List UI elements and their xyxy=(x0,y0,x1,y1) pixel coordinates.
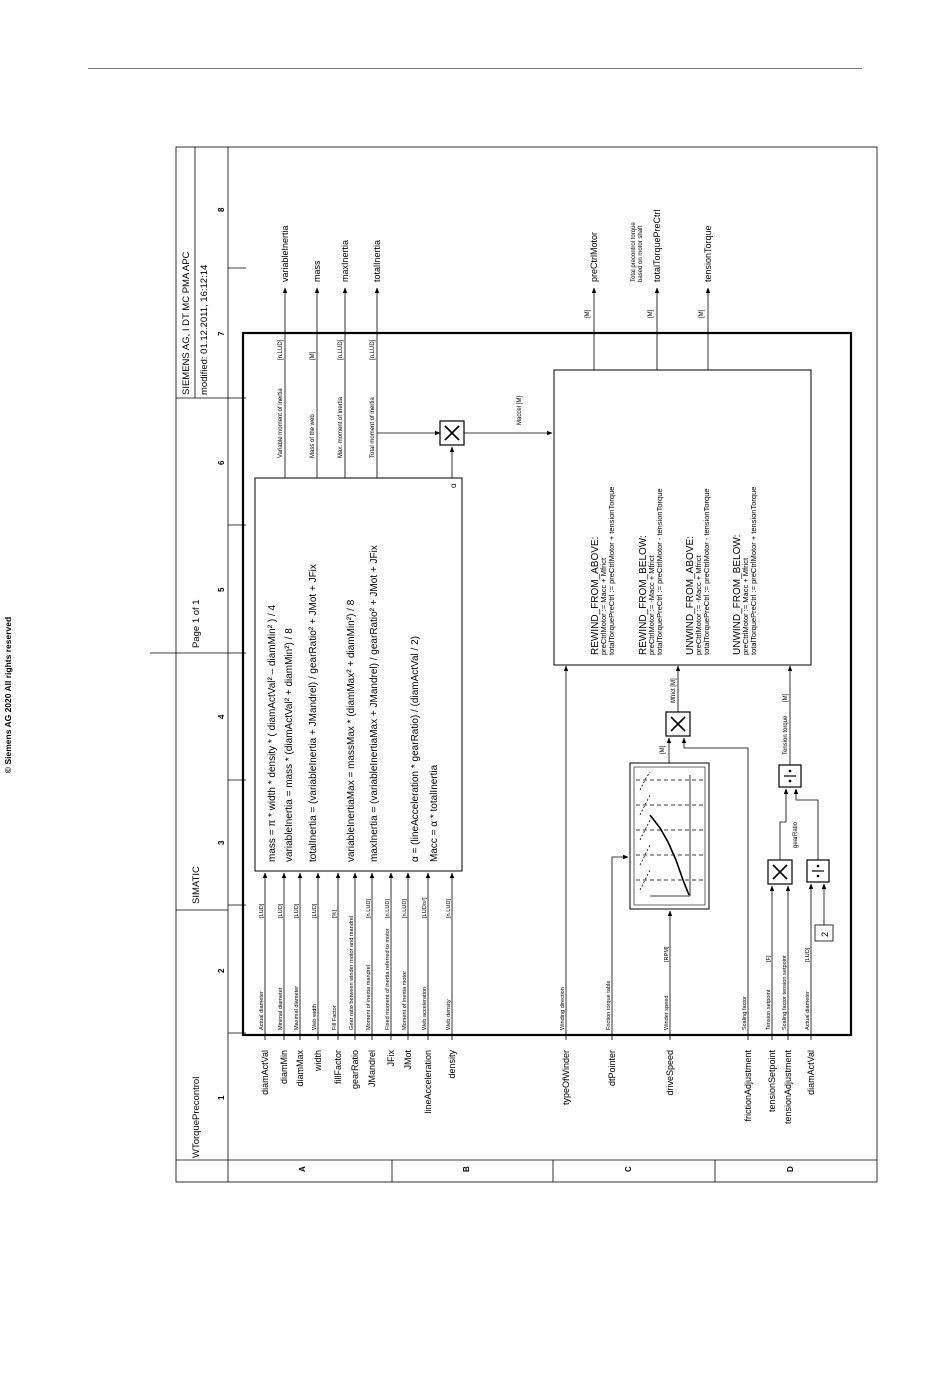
input-signals xyxy=(259,873,816,1124)
input-name-fillfactor: fillFactor xyxy=(333,1050,343,1085)
column-8: 8 xyxy=(217,207,226,212)
control-line-2: preCtrlMotor := Macc + Mfrict xyxy=(599,557,608,655)
system-name: SIMATIC xyxy=(191,866,202,904)
control-line-8: preCtrlMotor := -Macc + Mfrict xyxy=(694,555,703,655)
input-name-jmot: JMot xyxy=(403,1050,413,1070)
input-unit-width: [LUD] xyxy=(312,903,318,918)
prectrl-motor-unit: [M] xyxy=(585,309,591,318)
input-name-lineacceleration: lineAcceleration xyxy=(423,1050,433,1114)
input-name-gearratio: gearRatio xyxy=(350,1050,360,1090)
control-line-4: REWIND_FROM_BELOW: xyxy=(638,535,649,655)
input-name-density: density xyxy=(447,1050,457,1079)
input-name-tensionadjustment: tensionAdjustment xyxy=(783,1050,793,1125)
input-name-typeofwinder: typeOfWinder xyxy=(561,1050,571,1106)
gear-ratio-label: gearRatio xyxy=(793,821,799,848)
row-c: C xyxy=(624,1166,633,1172)
formula-alpha: α = (lineAcceleration * gearRatio) / (diamActVal / 2) xyxy=(410,636,421,862)
input-unit-fillfactor: [%] xyxy=(332,909,338,918)
total-torque-desc: Total precontrol torque xyxy=(631,222,637,282)
column-1: 1 xyxy=(217,1095,226,1100)
input-name-tensionsetpoint: tensionSetpoint xyxy=(767,1050,777,1113)
row-letters xyxy=(298,1166,795,1172)
input-desc-lineacceleration: Web acceleration xyxy=(422,986,428,1030)
formula-variable-inertia: variableInertia = mass * (diamActVal² + diamMin²) / 8 xyxy=(284,628,295,862)
input-unit-drivespeed: [RPM] xyxy=(664,946,670,962)
input-name-diamactval: diamActVal xyxy=(260,1050,270,1095)
column-6: 6 xyxy=(217,460,226,465)
control-line-6: totalTorquePreCtrl := preCtrlMotor - tensionTorque xyxy=(655,488,664,655)
input-unit-density: [n.LUD] xyxy=(446,899,452,918)
input-desc-diammin: Minimal diameter xyxy=(278,987,284,1030)
input-desc-tensionsetpoint: Tension setpoint xyxy=(766,989,772,1030)
row-a: A xyxy=(298,1166,307,1172)
input-name-diammax: diamMax xyxy=(295,1050,305,1087)
input-name-frictionadjustment: frictionAdjustment xyxy=(743,1050,753,1122)
page-number: Page 1 of 1 xyxy=(191,599,202,648)
output-max-inertia: maxInertia xyxy=(340,239,350,282)
formula-mass: mass = π * width * density * ( diamActVal² – diamMin² ) / 4 xyxy=(267,604,278,862)
input-unit-jmot: [n.LUD] xyxy=(402,899,408,918)
inertia-output-labels xyxy=(278,339,523,458)
formula-max-inertia: maxInertia = (variableInertiaMax + JMandrel) / gearRatio² + JMot + JFix xyxy=(369,545,380,862)
control-line-7: UNWIND_FROM_ABOVE: xyxy=(685,536,696,655)
input-desc-drivespeed: Winder speed xyxy=(664,995,670,1030)
column-7: 7 xyxy=(217,331,226,336)
company-name: SIEMENS AG, I DT MC PMA APC xyxy=(181,251,192,395)
mass-desc: Mass of the web xyxy=(310,414,316,458)
total-torque-desc2: based on motor shaft xyxy=(638,225,644,282)
output-tension-torque: tensionTorque xyxy=(703,225,713,282)
divisor-value: 2 xyxy=(820,931,830,937)
input-desc-diammax: Maximal diameter xyxy=(294,985,300,1030)
input-desc-jfix: Fixed moment of inertia referred to motor xyxy=(385,928,391,1030)
tension-torque-label: Tension torque xyxy=(783,715,789,755)
input-name-dtpointer: dtPointer xyxy=(607,1050,617,1087)
block-name: WTorquePrecontrol xyxy=(191,1076,202,1158)
control-line-1: REWIND_FROM_ABOVE: xyxy=(590,536,601,655)
input-desc-diamactval: Actual diameter xyxy=(805,991,811,1030)
input-desc-typeofwinder: Winding direction xyxy=(560,987,566,1030)
output-total-inertia: totalInertia xyxy=(372,239,382,282)
input-desc-tensionadjustment: Scaling factor tension setpoint xyxy=(782,955,788,1030)
mfrict-wiring xyxy=(566,666,748,1040)
mfrict-label: Mfrict [M] xyxy=(671,678,677,703)
input-desc-diamactval: Actual diameter xyxy=(259,991,265,1030)
input-desc-frictionadjustment: Scaling factor xyxy=(742,996,748,1030)
control-line-5: preCtrlMotor := -Macc + Mfrict xyxy=(647,555,656,655)
column-2: 2 xyxy=(217,968,226,973)
input-unit-diamactval: [LUD] xyxy=(805,947,811,962)
formulas xyxy=(267,483,458,862)
formula-total-inertia: totalInertia = (variableInertia + JMandrel) / gearRatio² + JMot + JFix xyxy=(308,564,319,862)
input-desc-width: Web width xyxy=(312,1003,318,1030)
max-inertia-desc: Max. moment of inertia xyxy=(338,396,344,458)
function-block-border xyxy=(243,333,851,1035)
control-logic-text xyxy=(590,487,758,655)
total-torque-unit: [M] xyxy=(648,309,654,318)
column-numbers xyxy=(217,207,226,1100)
input-desc-dtpointer: Friction torque table xyxy=(606,980,612,1030)
column-3: 3 xyxy=(217,840,226,845)
mfrict-port: [M] xyxy=(660,745,666,754)
input-unit-jmandrel: [n.LUD] xyxy=(366,899,372,918)
input-name-drivespeed: driveSpeed xyxy=(665,1050,675,1096)
input-unit-diammax: [LUD] xyxy=(294,903,300,918)
macc-multiplier xyxy=(440,421,464,445)
input-unit-tensionsetpoint: [F] xyxy=(766,955,772,962)
input-name-jfix: JFix xyxy=(386,1050,396,1067)
macc-label: Maccel [M] xyxy=(517,395,523,425)
tension-branch xyxy=(768,666,833,1040)
mass-unit: [M] xyxy=(310,351,316,360)
control-outputs xyxy=(594,288,708,370)
inertia-outputs xyxy=(285,288,552,478)
input-unit-diamactval: [LUD] xyxy=(259,903,265,918)
output-variable-inertia: variableInertia xyxy=(280,225,290,282)
control-line-10: UNWIND_FROM_BELOW: xyxy=(732,534,743,655)
input-name-diammin: diamMin xyxy=(279,1050,289,1085)
mfrict-multiplier xyxy=(666,712,690,736)
formula-variable-inertia-max: variableInertiaMax = massMax * (diamMax² + diamMin²) / 8 xyxy=(346,599,357,862)
control-line-12: totalTorquePreCtrl := preCtrlMotor + tensionTorque xyxy=(749,486,758,655)
output-total-torque-prectrl: totalTorquePreCtrl xyxy=(652,209,662,282)
output-mass: mass xyxy=(312,260,322,282)
input-desc-fillfactor: Fill Factor xyxy=(332,1005,338,1030)
variable-inertia-desc: Variable moment of inertia xyxy=(278,388,284,458)
total-inertia-unit: [n.LUD] xyxy=(370,339,376,360)
control-line-11: preCtrlMotor := Macc + Mfrict xyxy=(741,557,750,655)
output-prectrl-motor: preCtrlMotor xyxy=(589,231,599,282)
variable-inertia-unit: [n.LUD] xyxy=(278,339,284,360)
control-line-3: totalTorquePreCtrl := preCtrlMotor + tensionTorque xyxy=(607,486,616,655)
alpha-port-label: α xyxy=(449,483,458,488)
input-name-width: width xyxy=(313,1050,323,1072)
input-desc-jmandrel: Moment of inertia mandrel xyxy=(366,965,372,1030)
control-line-9: totalTorquePreCtrl := preCtrlMotor - tensionTorque xyxy=(702,488,711,655)
input-name-diamactval: diamActVal xyxy=(806,1050,816,1095)
input-desc-jmot: Moment of inertia motor xyxy=(402,970,408,1030)
friction-curve xyxy=(650,815,689,895)
friction-curve-box xyxy=(630,763,709,909)
tension-torque-unit: [M] xyxy=(699,309,705,318)
tension-torque-unit-label: [M] xyxy=(783,693,789,702)
row-d: D xyxy=(786,1166,795,1172)
copyright-text: © Siemens AG 2020 All rights reserved xyxy=(3,616,13,774)
title-block xyxy=(181,251,210,1158)
input-unit-diammin: [LUD] xyxy=(278,903,284,918)
column-5: 5 xyxy=(217,587,226,592)
modified-date: modified: 01.12.2011, 16:12:14 xyxy=(199,264,210,395)
input-name-jmandrel: JMandrel xyxy=(367,1050,377,1088)
input-desc-gearratio: Gear ratio between winder motor and mandrel xyxy=(349,915,355,1030)
input-desc-density: Web density xyxy=(446,999,452,1030)
column-4: 4 xyxy=(217,714,226,719)
row-b: B xyxy=(462,1166,471,1172)
input-unit-jfix: [n.LUD] xyxy=(385,899,391,918)
formula-macc: Macc = α * totalInertia xyxy=(429,764,440,862)
max-inertia-unit: [n.LUD] xyxy=(338,339,344,360)
input-unit-lineacceleration: [LUD/s²] xyxy=(422,897,428,918)
total-inertia-desc: Total moment of inertia xyxy=(370,397,376,458)
